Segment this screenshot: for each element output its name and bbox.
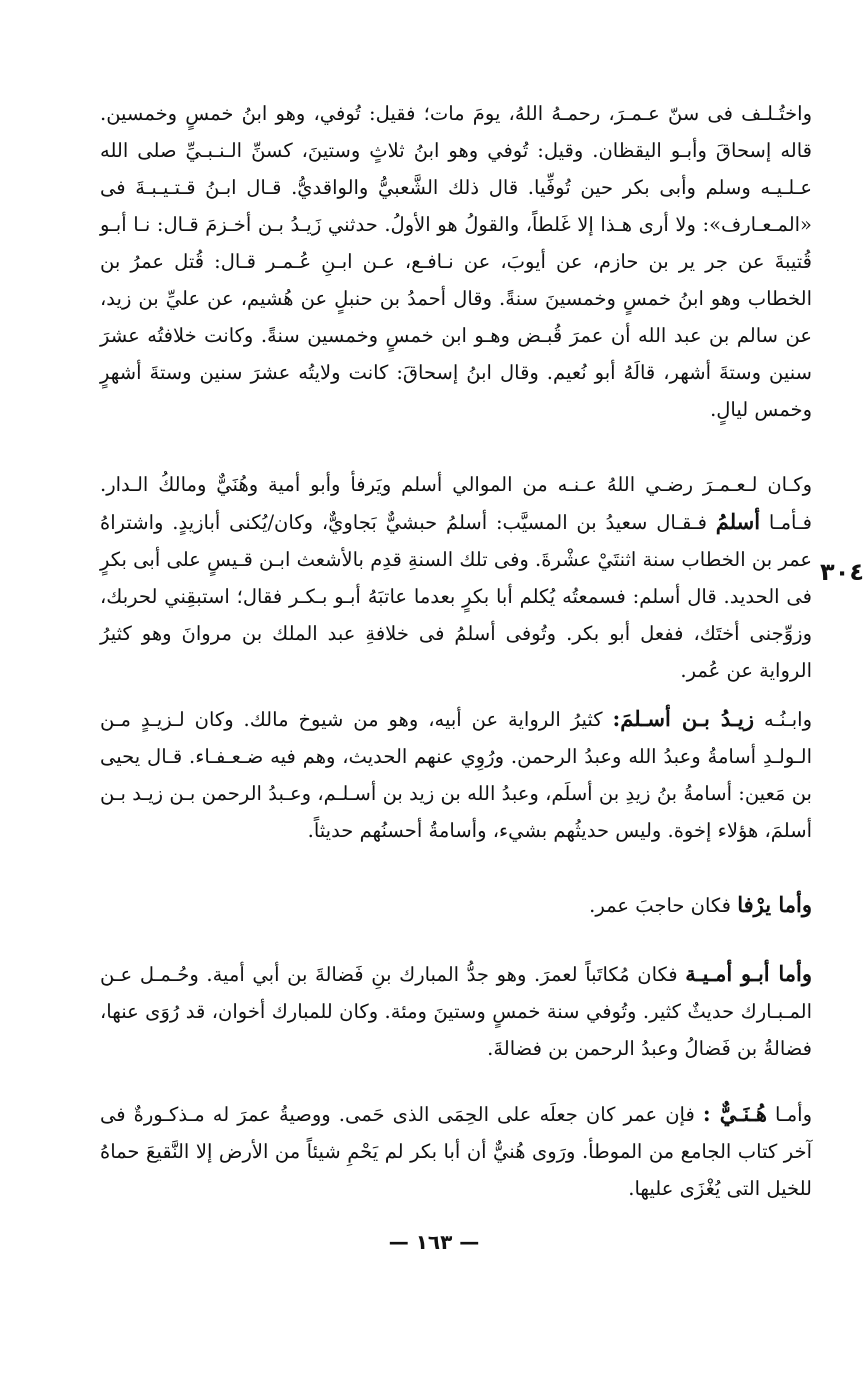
text-run: وابـنُـه — [754, 708, 812, 731]
paragraph-text — [100, 1095, 812, 1207]
text-run: وأمـا — [767, 1103, 812, 1126]
bold-name-hunayy: هُـنَـيٌّ : — [702, 1101, 767, 1126]
paragraph-hunayy — [100, 1095, 812, 1207]
paragraph-abu-umayya — [100, 955, 812, 1067]
text-run: وكـان لـعـمـرَ رضـي اللهُ عـنـه من الموالي أسلم ويَرفأ وأبو أمية وهُنَيٌّ ومالكُ الـدار. فـأمـا — [100, 473, 813, 534]
paragraph-yarfa — [100, 886, 812, 924]
paragraph-text: واختُـلـف فى سنّ عـمـرَ، رحمـهُ اللهُ، يومَ مات؛ فقيل: تُوفي، وهو ابنُ خمسٍ وخمسين. قاله إسحاقَ وأبـو اليقظان. وقيل: تُوفي وهو ابنُ ثلاثٍ وستينَ، كسنِّ الـنـبـيِّ صلى الله عـلـيـه وسلم وأبى بكر حين تُوفِّيا. قال ذلك الشَّعبيُّ والواقديُّ. قـال ابـنُ قـتـيـبـةَ فى «المـعـارف»: ولا أرى هـذا إلا غَلطاً، والقولُ هو الأولُ. حدثني زَيـدُ بـن أخـزمَ قـال: نـا أبـو قُتيبةَ عن جر ير بن حازم، عن أيوبَ، عن نـافـع، عـن ابـنِ عُـمـر قـال: قُتل عمرُ بن الخطاب وهو ابنُ خمسٍ وخمسينَ سنةً. وقال أحمدُ بن حنبلٍ عن هُشيم، عن عليِّ بن زيد، عن سالم بن عبد الله أن عمرَ قُبـض وهـو ابن خمسٍ وخمسين سنةً. وكانت خلافتُه عشرَ سنين وستةَ أشهر، قالَهُ أبو نُعيم. وقال ابنُ إسحاقَ: كانت ولايتُه عشرَ سنين وستةَ أشهرٍ وخمس ليالٍ. — [100, 102, 812, 421]
bold-name-abu-umayya: وأما أبـو أمـيـة — [685, 961, 812, 986]
margin-page-reference: ٣٠٤ — [820, 558, 864, 586]
bold-name-zayd: زيـدُ بـن أسـلمَ: — [612, 706, 755, 731]
text-run: فإن عمر كان جعلَه على الحِمَى الذى حَمى. ووصيةُ عمرَ له مـذكـورةٌ فى آخر كتاب الجامع من الموطأ. ورَوى هُنيٌّ أن أبا بكر لم يَحْمِ شيئاً من الأرض إلا النَّقيعَ حماهُ للخيل التى يُغْزَى عليها. — [100, 1103, 812, 1200]
paragraph-text — [100, 700, 812, 849]
text-run: كثيرُ الرواية عن أبيه، وهو من شيوخ مالك. وكان لـزيـدٍ مـن الـولـدِ أسامةُ وعبدُ الله وعبدُ الرحمن. ورُوِي عنهم الحديث، وهم فيه ضـعـفـاء. قـال يحيى بن مَعين: أسامةُ بنُ زيدِ بن أسلَم، وعبدُ الله بن زيد بن أسـلـم، وعـبدُ الرحمن بـن زيـد بـن أسلمَ، هؤلاء إخوة. وليس حديثُهم بشيء، وأسامةُ أحسنُهم حديثاً. — [100, 708, 812, 842]
text-run: فكان مُكاتَباً لعمرَ. وهو جدُّ المبارك بنِ فَضالةَ بن أبي أمية. وحُـمـل عـن المـبـارك حديثٌ كثير. وتُوفي سنة خمسٍ وستينَ ومئة. وكان للمبارك أخوان، قد رُوَى عنها، فضالةُ بن فَضالُ وعبدُ الرحمن بن فضالةَ. — [100, 963, 812, 1060]
page-number: — ١٦٣ — — [388, 1230, 480, 1254]
text-run: فـقـال سعيدُ بن المسيَّب: أسلمُ حبشيٌّ بَجاويٌّ، وكان/يُكنى أبازيدٍ. واشتراهُ عمر بن الخطاب سنة اثنتَيْ عشْرةَ. وفى تلك السنةِ قدِم بالأشعث ابـن قـيسٍ على أبى بكرٍ فى الحديد. قال أسلم: فسمعتُه يُكلم أبا بكرٍ بعدما عاتبَهُ أبـو بـكـر فقال؛ استبقِني لحربك، وزوِّجنى أختَك، ففعل أبو بكر. وتُوفى أسلمُ فى خلافةِ عبد الملك بن مروانَ وهو كثيرُ الرواية عن عُمر. — [100, 511, 812, 682]
paragraph-zayd-ibn-aslam — [100, 700, 812, 849]
paragraph-mawali — [100, 466, 812, 689]
bold-name-yarfa: وأما يرْفا — [737, 892, 812, 917]
text-run: فكان حاجبَ عمر. — [589, 894, 738, 917]
paragraph-text — [100, 466, 812, 689]
paragraph-text — [100, 886, 812, 924]
paragraph-text — [100, 955, 812, 1067]
paragraph-umar-age — [100, 95, 812, 428]
bold-name-aslam: أسلمُ — [715, 509, 761, 534]
